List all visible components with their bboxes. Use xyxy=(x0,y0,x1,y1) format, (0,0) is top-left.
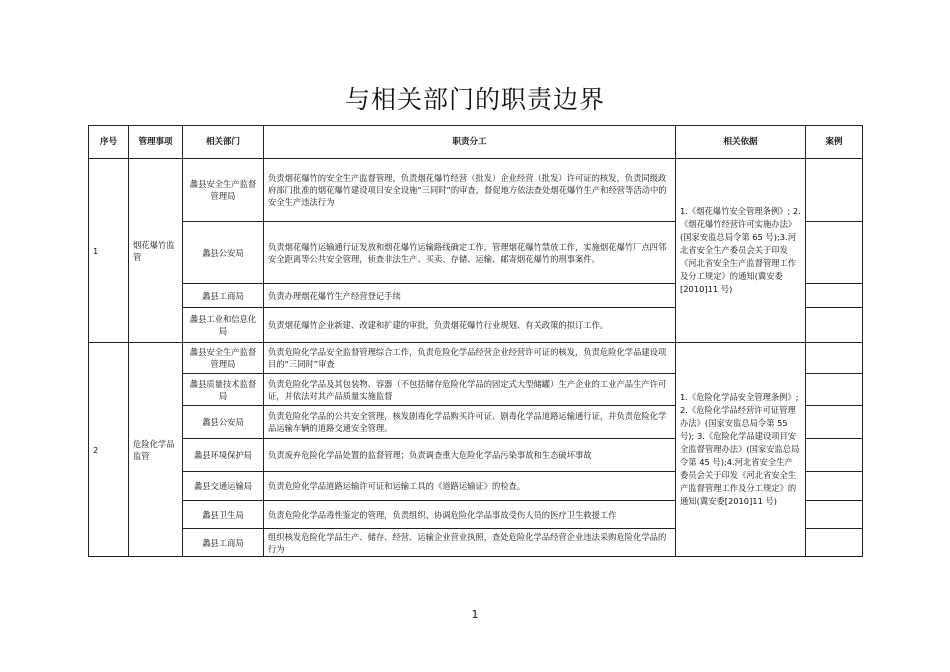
header-no: 序号 xyxy=(89,126,129,159)
case-cell xyxy=(806,406,863,439)
case-cell xyxy=(806,439,863,472)
dept-cell: 蠡县安全生产监督管理局 xyxy=(183,343,264,374)
basis-cell: 1.《烟花爆竹安全管理条例》; 2.《烟花爆竹经营许可实施办法》(国家安监总局令第 65 号);3.河北省安全生产委员会关于印发《河北省安全生产监督管理工作及分工规定》的通知(冀安委[2010]11 号) xyxy=(676,159,806,343)
dept-cell: 蠡县公安局 xyxy=(183,406,264,439)
header-dept: 相关部门 xyxy=(183,126,264,159)
dept-cell: 蠡县公安局 xyxy=(183,222,264,284)
matter-cell: 危险化学品监管 xyxy=(129,343,183,557)
table-row xyxy=(89,159,863,222)
duty-cell: 负责烟花爆竹企业新建、改建和扩建的审批，负责烟花爆竹行业规划、有关政策的拟订工作。 xyxy=(264,308,676,343)
case-cell xyxy=(806,284,863,308)
header-duty: 职责分工 xyxy=(264,126,676,159)
dept-cell: 蠡县工商局 xyxy=(183,529,264,557)
dept-cell: 蠡县安全生产监督管理局 xyxy=(183,159,264,222)
case-cell xyxy=(806,222,863,284)
duty-cell: 负责危险化学品道路运输许可证和运输工具的《道路运输证》的检查。 xyxy=(264,472,676,501)
matter-cell: 烟花爆竹监管 xyxy=(129,159,183,343)
case-cell xyxy=(806,472,863,501)
table-header-row xyxy=(89,126,863,159)
basis-cell: 1.《危险化学品安全管理条例》; 2.《危险化学品经营许可证管理办法》(国家安监总局令第 55 号); 3.《危险化学品建设项目安全监督管理办法》(国家安监总局令第 45 号);4.河北省安全生产委员会关于印发《河北省安全生产监督管理工作及分工规定》的通知(冀安委[2010]11 号) xyxy=(676,343,806,557)
document-title: 与相关部门的职责边界 xyxy=(344,85,605,114)
duty-cell: 组织核发危险化学品生产、储存、经营、运输企业营业执照，查处危险化学品经营企业违法采购危险化学品的行为 xyxy=(264,529,676,557)
header-case: 案例 xyxy=(806,126,863,159)
duty-cell: 负责危险化学品安全监督管理综合工作，负责危险化学品经营企业经营许可证的核发，负责危险化学品建设项目的“三同时”审查 xyxy=(264,343,676,374)
page-number: 1 xyxy=(471,608,479,621)
header-matter: 管理事项 xyxy=(129,126,183,159)
case-cell xyxy=(806,159,863,222)
dept-cell: 蠡县工商局 xyxy=(183,284,264,308)
dept-cell: 蠡县交通运输局 xyxy=(183,472,264,501)
case-cell xyxy=(806,529,863,557)
dept-cell: 蠡县工业和信息化局 xyxy=(183,308,264,343)
duty-boundary-table xyxy=(88,125,863,557)
duty-cell: 负责烟花爆竹的安全生产监督管理，负责烟花爆竹经营（批发）企业经营（批发）许可证的核发，负责同级政府部门批准的烟花爆竹建设项目安全设施“三同时”的审查，督促地方依法查处烟花爆竹生产和经营等活动中的安全生产违法行为 xyxy=(264,159,676,222)
case-cell xyxy=(806,501,863,529)
row-number: 1 xyxy=(89,159,129,343)
case-cell xyxy=(806,343,863,374)
duty-cell: 负责危险化学品及其包装物、容器（不包括储存危险化学品的固定式大型储罐）生产企业的工业产品生产许可证，并依法对其产品质量实施监督 xyxy=(264,374,676,406)
table-row xyxy=(89,343,863,374)
row-number: 2 xyxy=(89,343,129,557)
duty-cell: 负责危险化学品毒性鉴定的管理，负责组织、协调危险化学品事故受伤人员的医疗卫生救援工作 xyxy=(264,501,676,529)
dept-cell: 蠡县卫生局 xyxy=(183,501,264,529)
case-cell xyxy=(806,308,863,343)
dept-cell: 蠡县质量技术监督局 xyxy=(183,374,264,406)
header-basis: 相关依据 xyxy=(676,126,806,159)
duty-cell: 负责办理烟花爆竹生产经营登记手续 xyxy=(264,284,676,308)
duty-cell: 负责烟花爆竹运输通行证发放和烟花爆竹运输路线确定工作，管理烟花爆竹禁放工作，实施烟花爆竹厂点四邻安全距离等公共安全管理，侦查非法生产、买卖、存储、运输、邮寄烟花爆竹的刑事案件。 xyxy=(264,222,676,284)
duty-cell: 负责危险化学品的公共安全管理，核发剧毒化学品购买许可证、剧毒化学品道路运输通行证，并负责危险化学品运输车辆的道路交通安全管理。 xyxy=(264,406,676,439)
duty-cell: 负责废弃危险化学品处置的监督管理；负责调查重大危险化学品污染事故和生态破坏事故 xyxy=(264,439,676,472)
dept-cell: 蠡县环境保护局 xyxy=(183,439,264,472)
case-cell xyxy=(806,374,863,406)
